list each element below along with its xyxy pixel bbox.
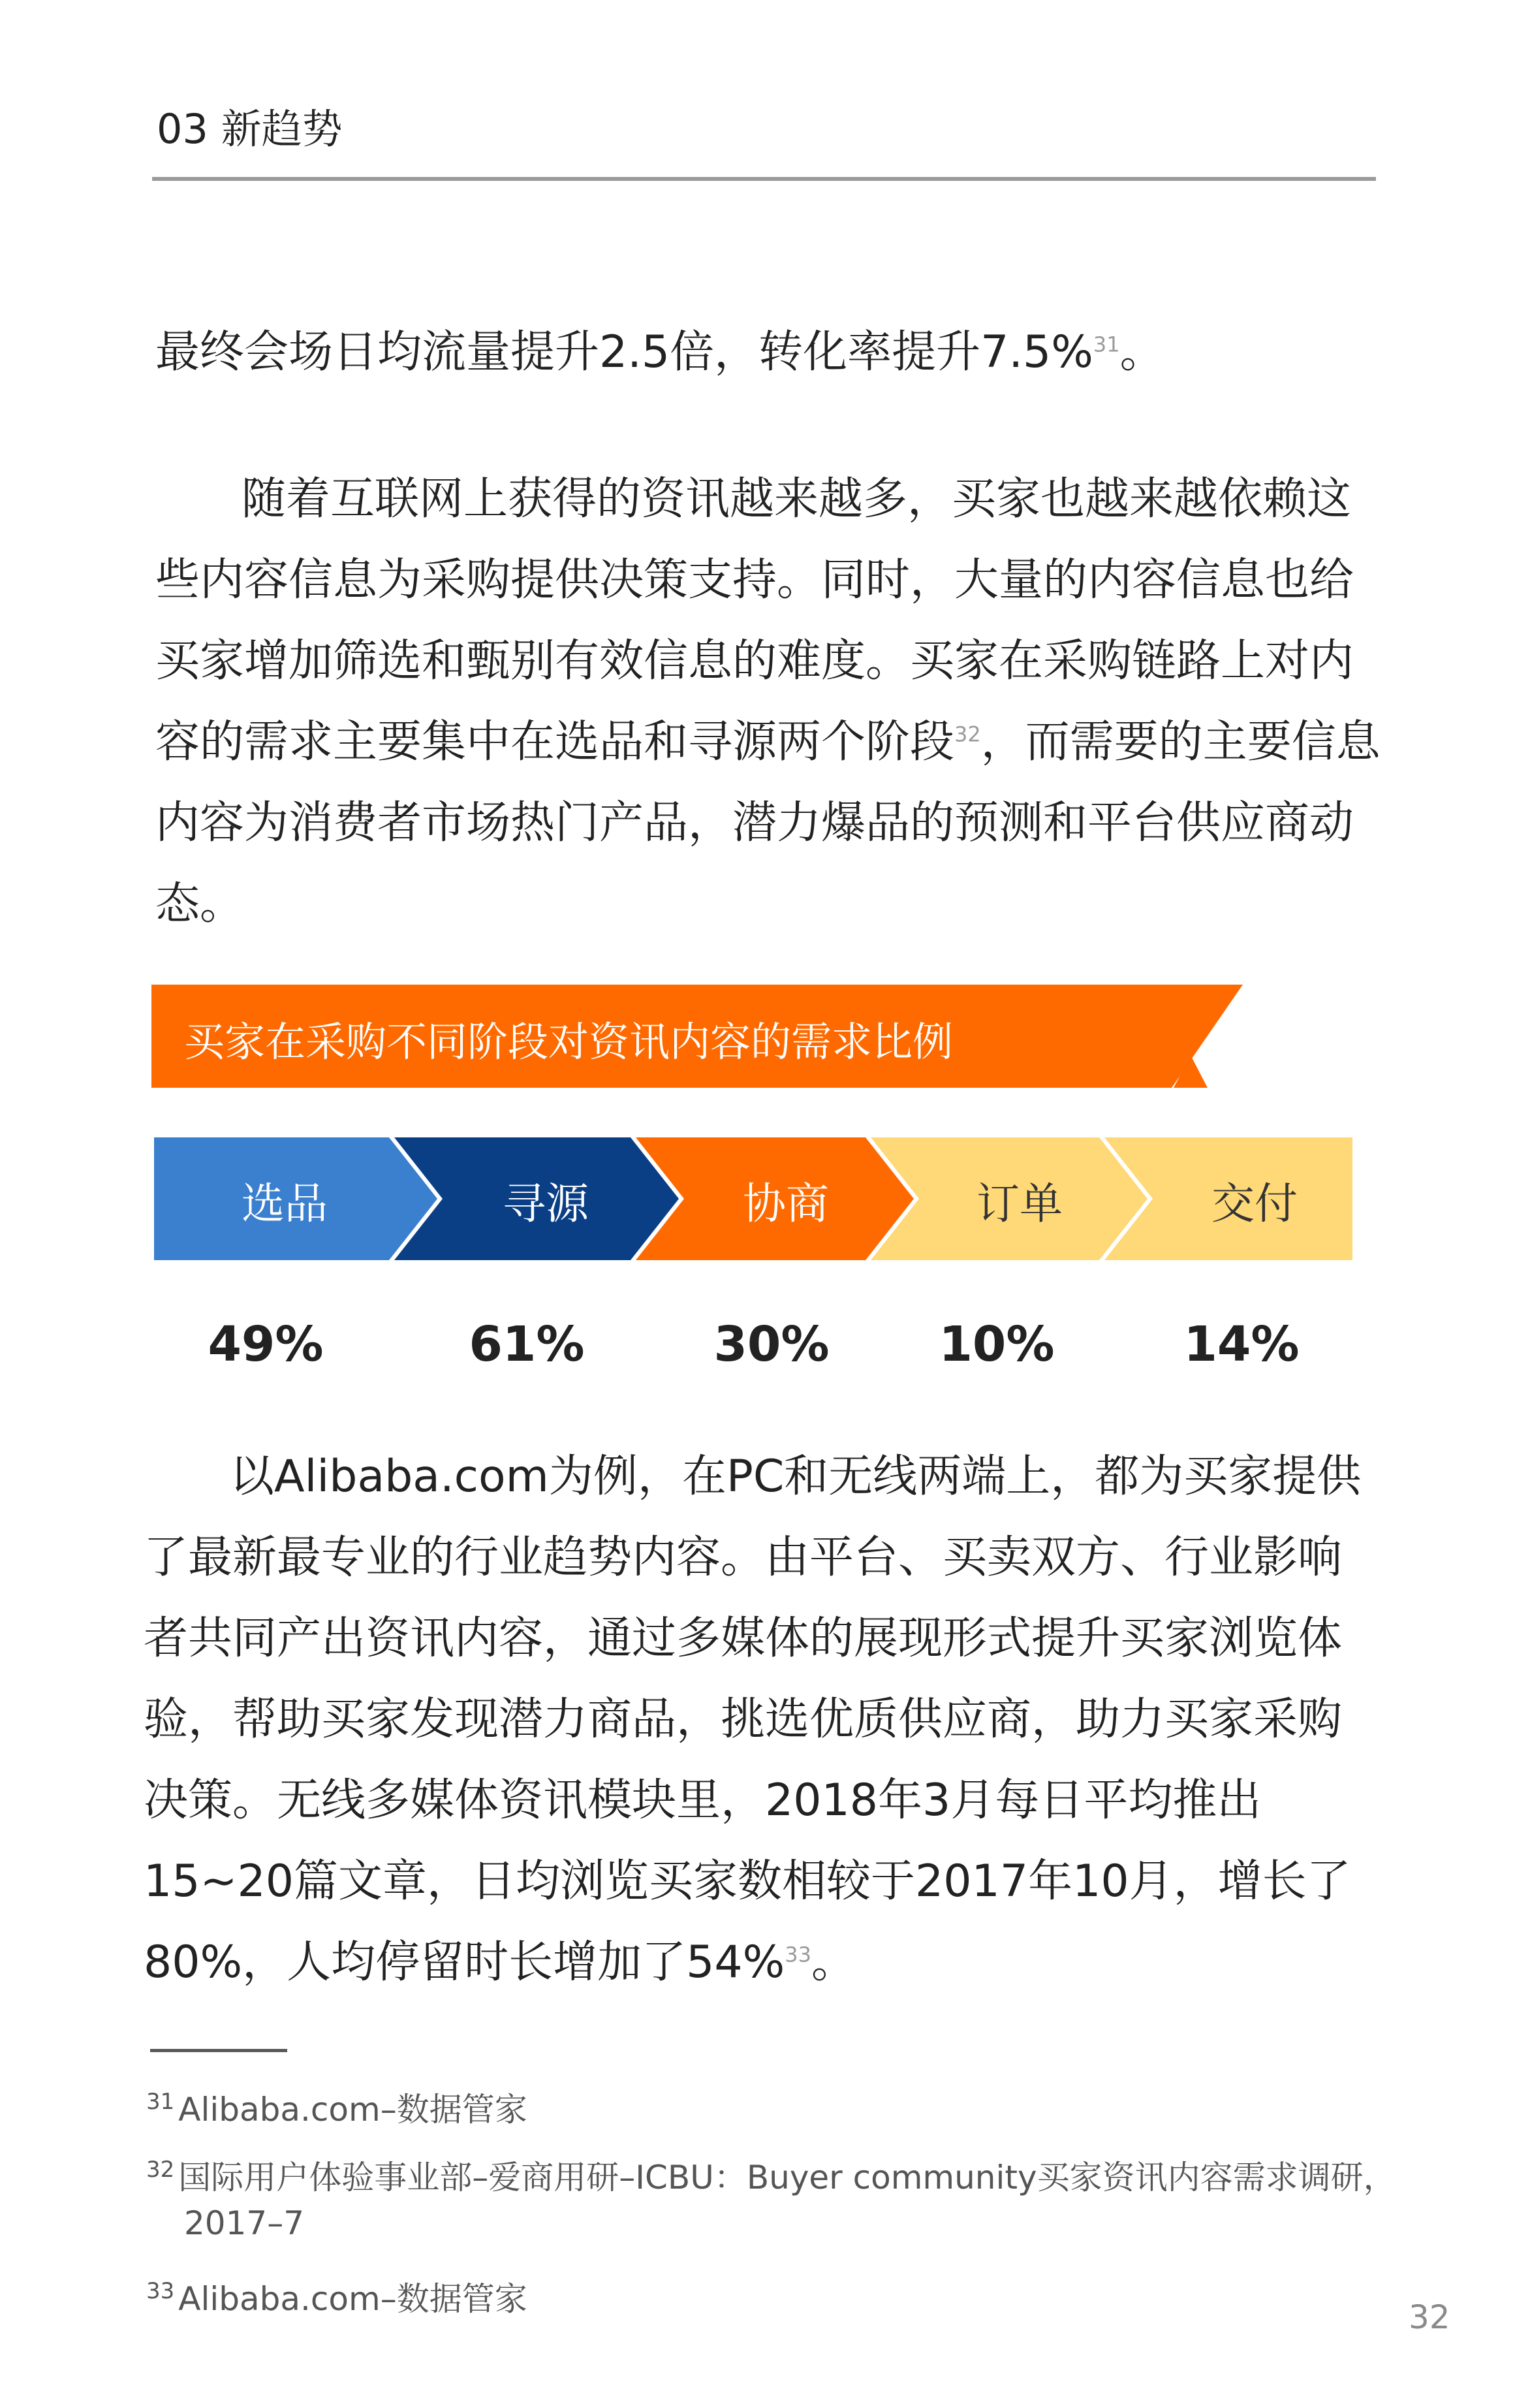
paragraph-text: 。: [1119, 326, 1164, 378]
paragraph-line: 买家增加筛选和甄别有效信息的难度。买家在采购链路上对内: [155, 635, 1354, 687]
page-number: 32: [1409, 2298, 1450, 2336]
footnote-number: 31: [146, 2089, 175, 2115]
footnote-text: 国际用户体验事业部–爱商用研–ICBU：Buyer community买家资讯内容需求调研，: [178, 2159, 1396, 2196]
paragraph-text: ，而需要的主要信息: [980, 716, 1381, 768]
section-title: 03 新趋势: [157, 105, 343, 153]
paragraph-line: 随着互联网上获得的资讯越来越多，买家也越来越依赖这: [242, 473, 1352, 525]
paragraph-line: 些内容信息为采购提供决策支持。同时，大量的内容信息也给: [155, 554, 1354, 606]
figure-title: 买家在采购不同阶段对资讯内容的需求比例: [184, 1018, 954, 1066]
footnote-31: [146, 2087, 527, 2132]
footnote-text-cont: 2017–7: [184, 2204, 305, 2242]
paragraph-alibaba-example: [144, 1436, 1361, 2003]
stage-label-jiaofu: 交付: [1211, 1179, 1298, 1229]
footnote-33: [146, 2276, 527, 2322]
paragraph-content-needs: [155, 459, 1381, 945]
footnote-ref-31[interactable]: 31: [1093, 332, 1120, 357]
header-divider: [152, 177, 1376, 181]
footnote-text: Alibaba.com–数据管家: [178, 2091, 527, 2129]
stage-label-xuanpin: 选品: [242, 1179, 328, 1229]
stage-label-xunyuan: 寻源: [503, 1179, 589, 1229]
paragraph-text: 。: [811, 1937, 856, 1988]
paragraph-line: 以Alibaba.com为例，在PC和无线两端上，都为买家提供: [230, 1451, 1362, 1502]
paragraph-text: 最终会场日均流量提升2.5倍，转化率提升7.5%: [155, 326, 1093, 378]
paragraph-text: 80%，人均停留时长增加了54%: [144, 1937, 785, 1988]
stage-label-dingdan: 订单: [976, 1179, 1063, 1229]
paragraph-continuation: [155, 312, 1164, 393]
paragraph-line: [144, 1922, 1361, 2003]
paragraph-line: 15~20篇文章，日均浏览买家数相较于2017年10月，增长了: [144, 1856, 1351, 1907]
footnote-number: 32: [146, 2157, 175, 2183]
paragraph-line: 决策。无线多媒体资讯模块里，2018年3月每日平均推出: [144, 1775, 1262, 1826]
stage-percent: 30%: [713, 1316, 830, 1372]
paragraph-line: 了最新最专业的行业趋势内容。由平台、买卖双方、行业影响: [144, 1532, 1343, 1583]
footnote-divider: [150, 2049, 287, 2052]
paragraph-line: 者共同产出资讯内容，通过多媒体的展现形式提升买家浏览体: [144, 1613, 1343, 1664]
paragraph-line: [155, 702, 1381, 783]
footnote-32: [146, 2155, 1396, 2246]
stage-percent: 49%: [208, 1316, 324, 1372]
paragraph-line: 态。: [155, 878, 245, 930]
stage-percent: 10%: [939, 1316, 1055, 1372]
paragraph-text: 容的需求主要集中在选品和寻源两个阶段: [155, 716, 955, 768]
footnote-number: 33: [146, 2278, 175, 2305]
footnote-text: Alibaba.com–数据管家: [178, 2280, 527, 2318]
footnote-ref-33[interactable]: 33: [785, 1942, 812, 1967]
stage-label-xieshang: 协商: [743, 1179, 829, 1229]
stage-percent: 14%: [1183, 1316, 1300, 1372]
stage-percent: 61%: [469, 1316, 585, 1372]
footnote-ref-32[interactable]: 32: [954, 721, 981, 747]
paragraph-line: 验，帮助买家发现潜力商品，挑选优质供应商，助力买家采购: [144, 1694, 1343, 1745]
paragraph-line: 内容为消费者市场热门产品，潜力爆品的预测和平台供应商动: [155, 797, 1354, 849]
